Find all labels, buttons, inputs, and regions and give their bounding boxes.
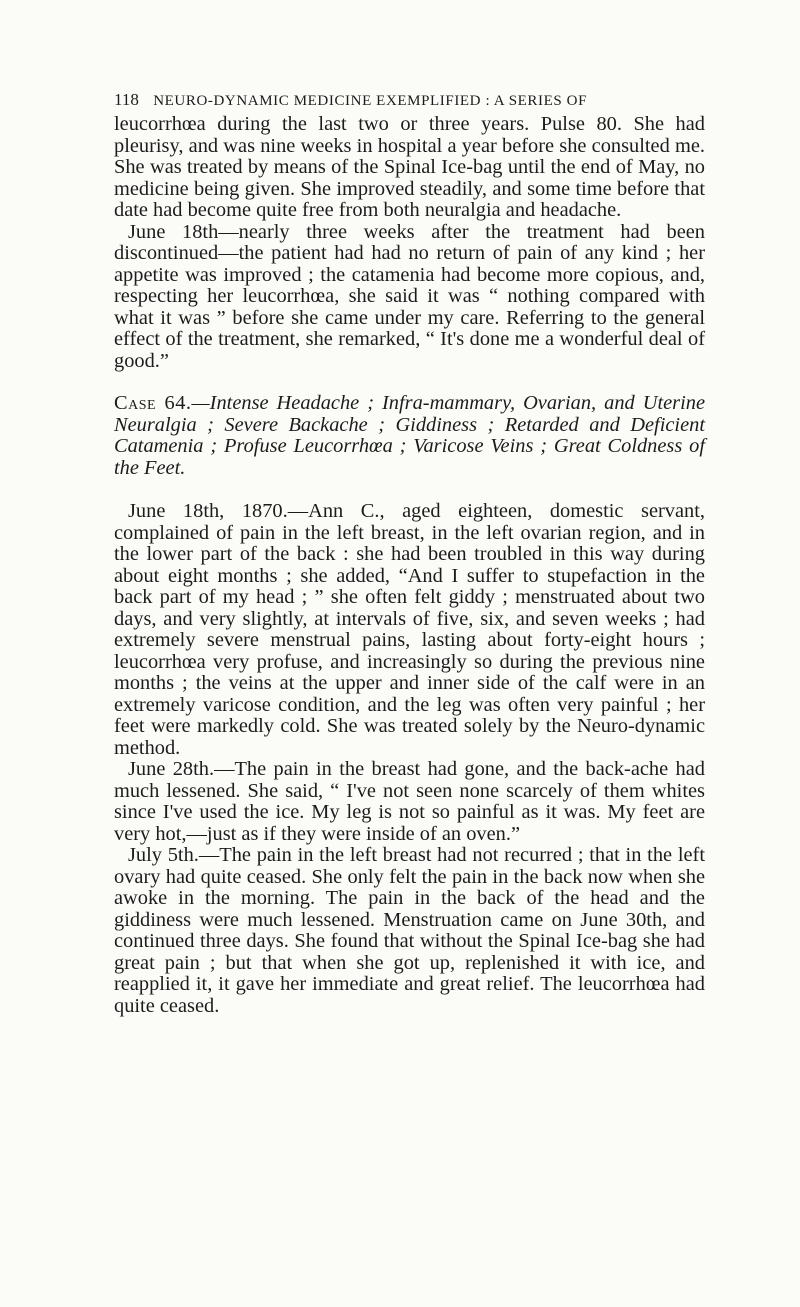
page-number: 118 xyxy=(114,90,139,109)
paragraph-june-18th-followup: June 18th—nearly three weeks after the treatment had been discontinued—the patient had had no return of pain of any kind ; her appetite was improved ; the catamenia had become more copious, and, respecting her leucorrhœa, she said it was “ nothing compared with what it was ” before she came under my care. Referring to the general effect of the treatment, she remarked, “ It's done me a wonderful deal of good.” xyxy=(114,220,705,372)
paragraph-continuation: leucorrhœa during the last two or three years. Pulse 80. She had pleurisy, and was nine weeks in hospital a year before she consulted me. She was treated by means of the Spinal Ice-bag until the end of May, no medicine being given. She improved steadily, and some time before that date had become quite free from both neuralgia and headache. xyxy=(114,113,705,221)
paragraph-case-intake: June 18th, 1870.—Ann C., aged eighteen, domestic servant, complained of pain in the left breast, in the left ovarian region, and in the lower part of the back : she had been troubled in this way during about eight months ; she added, “And I suffer to stupefaction in the back part of my head ; ” she often felt giddy ; menstruated about two days, and very slightly, at intervals of five, six, and seven weeks ; had extremely severe menstrual pains, lasting about forty-eight hours ; leucorrhœa very profuse, and increasingly so during the previous nine months ; the veins at the upper and inner side of the calf were in an extremely varicose condition, and the leg was often very painful ; her feet were markedly cold. She was treated solely by the Neuro-dynamic method. xyxy=(114,500,705,759)
paragraph-july-5th: July 5th.—The pain in the left breast had not recurred ; that in the left ovary had quite ceased. She only felt the pain in the back now when she awoke in the morning. The pain in the back of the head and the giddiness were much lessened. Menstruation came on June 30th, and continued three days. She found that without the Spinal Ice-bag she had great pain ; but that when she got up, replenished it with ice, and reapplied it, it gave her immediate and great relief. The leucorrhœa had quite ceased. xyxy=(114,844,705,1017)
body-text xyxy=(114,114,705,1017)
case-heading xyxy=(114,393,705,479)
paragraph-june-28th: June 28th.—The pain in the breast had gone, and the back-ache had much lessened. She said, “ I've not seen none scarcely of them whites since I've used the ice. My leg is not so painful as it was. My feet are very hot,—just as if they were inside of an oven.” xyxy=(114,758,705,845)
running-head xyxy=(114,90,714,110)
case-title: —Intense Headache ; Infra-mammary, Ovarian, and Uterine Neuralgia ; Severe Backache ; Giddiness ; Retarded and Deficient Catamenia ; Profuse Leucorrhœa ; Varicose Veins ; Great Coldness of the Feet. xyxy=(114,392,706,479)
case-label: Case 64. xyxy=(114,392,192,414)
running-head-title: NEURO-DYNAMIC MEDICINE EXEMPLIFIED : A SERIES OF xyxy=(153,93,588,109)
